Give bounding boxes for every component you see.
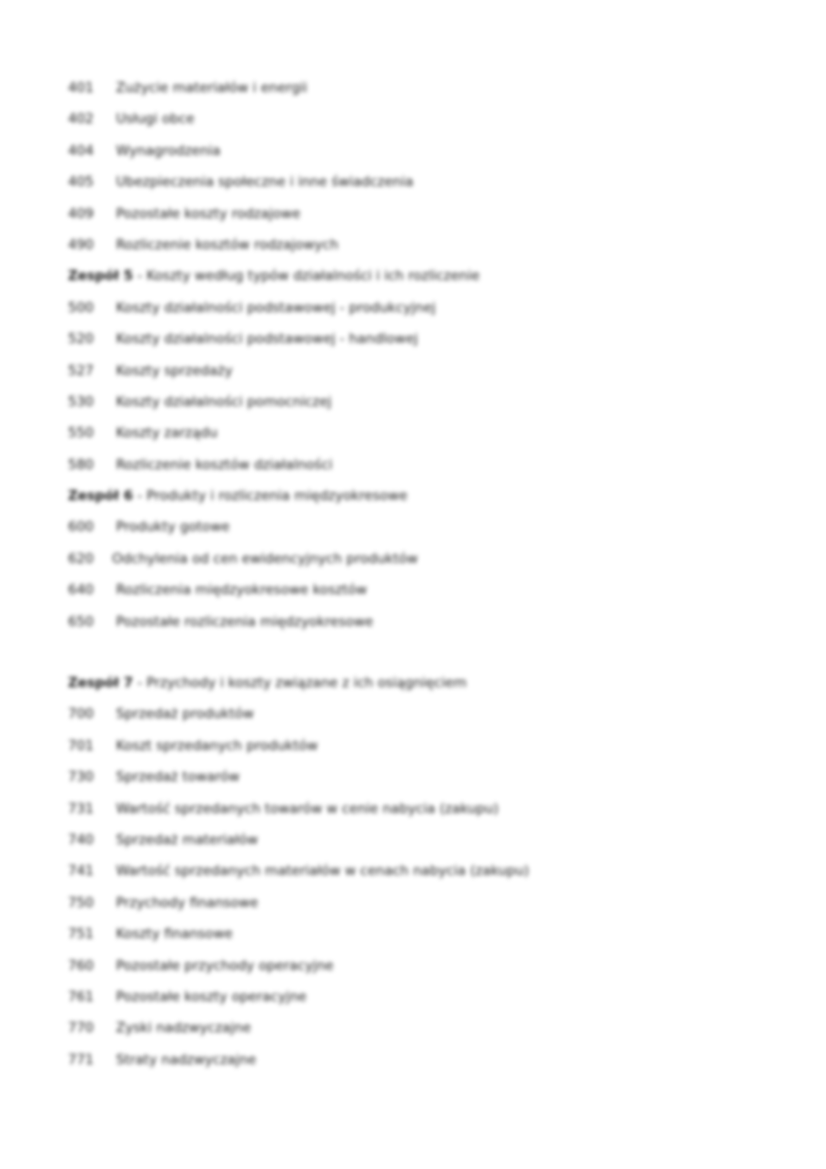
account-name: Koszty działalności podstawowej - handlowej — [116, 331, 418, 348]
account-code: 740 — [68, 831, 94, 848]
group-description: - Produkty i rozliczenia międzyokresowe — [133, 488, 408, 505]
account-code: 527 — [68, 362, 94, 379]
account-code: 490 — [68, 236, 94, 253]
account-line — [68, 550, 768, 581]
account-name: Straty nadzwyczajne — [116, 1051, 257, 1068]
account-code: 520 — [68, 331, 94, 348]
account-code: 741 — [68, 863, 94, 880]
group-title: Zespół 5 — [68, 268, 134, 285]
account-name: Usługi obce — [116, 111, 195, 128]
account-code: 402 — [68, 111, 94, 128]
account-line — [68, 988, 768, 1019]
account-line — [68, 110, 768, 141]
account-name: Koszt sprzedanych produktów — [116, 737, 318, 754]
account-code: 761 — [68, 988, 94, 1005]
account-code: 771 — [68, 1051, 94, 1068]
account-line — [68, 205, 768, 236]
account-name: Przychody finansowe — [116, 894, 259, 911]
account-line — [68, 173, 768, 204]
account-name: Zużycie materiałów i energii — [116, 80, 308, 96]
account-name: Koszty działalności pomocniczej — [116, 393, 332, 410]
account-name: Pozostałe koszty rodzajowe — [116, 205, 301, 222]
account-name: Sprzedaż towarów — [116, 769, 240, 786]
account-line — [68, 737, 768, 768]
account-name: Sprzedaż produktów — [116, 706, 254, 723]
account-name: Odchylenia od cen ewidencyjnych produktów — [112, 550, 418, 567]
group-heading — [68, 674, 768, 705]
account-line — [68, 518, 768, 549]
account-code: 600 — [68, 519, 94, 536]
account-line — [68, 957, 768, 988]
account-line — [68, 925, 768, 956]
account-line — [68, 581, 768, 612]
account-line — [68, 424, 768, 455]
account-name: Koszty zarządu — [116, 425, 218, 442]
account-name: Wynagrodzenia — [116, 142, 221, 159]
chart-of-accounts-list — [68, 79, 768, 1082]
account-name: Koszty działalności podstawowej - produkcyjnej — [116, 299, 436, 316]
group-title: Zespół 7 — [68, 675, 134, 692]
account-name: Rozliczenie kosztów rodzajowych — [116, 236, 339, 253]
account-line — [68, 1019, 768, 1050]
account-code: 580 — [68, 456, 94, 473]
account-line — [68, 456, 768, 487]
group-description: - Koszty według typów działalności i ich rozliczenie — [133, 268, 480, 285]
account-name: Koszty sprzedaży — [116, 362, 233, 379]
group-heading — [68, 267, 768, 298]
account-code: 751 — [68, 926, 94, 943]
account-line — [68, 299, 768, 330]
account-code: 731 — [68, 800, 94, 817]
account-code: 701 — [68, 737, 94, 754]
account-line — [68, 613, 768, 644]
account-name: Wartość sprzedanych materiałów w cenach nabycia (zakupu) — [116, 863, 530, 880]
group-title: Zespół 6 — [68, 488, 134, 505]
account-line — [68, 393, 768, 424]
account-name: Rozliczenia międzyokresowe kosztów — [116, 582, 368, 599]
account-line — [68, 894, 768, 925]
group-heading — [68, 487, 768, 518]
account-code: 640 — [68, 582, 94, 599]
account-code: 750 — [68, 894, 94, 911]
account-line — [68, 142, 768, 173]
account-name: Sprzedaż materiałów — [116, 831, 259, 848]
account-line — [68, 236, 768, 267]
account-name: Rozliczenie kosztów działalności — [116, 456, 333, 473]
account-line — [68, 768, 768, 799]
account-name: Produkty gotowe — [116, 519, 230, 536]
account-line — [68, 831, 768, 862]
account-name: Koszty finansowe — [116, 926, 233, 943]
account-code: 760 — [68, 957, 94, 974]
blank-line — [68, 644, 768, 674]
account-code: 530 — [68, 393, 94, 410]
account-line — [68, 862, 768, 893]
account-name: Pozostałe koszty operacyjne — [116, 988, 307, 1005]
account-code: 500 — [68, 299, 94, 316]
account-name: Pozostałe rozliczenia międzyokresowe — [116, 613, 374, 630]
account-code: 405 — [68, 174, 94, 191]
account-name: Ubezpieczenia społeczne i inne świadczenia — [116, 174, 414, 191]
account-name: Pozostałe przychody operacyjne — [116, 957, 334, 974]
account-line — [68, 79, 768, 110]
account-code: 550 — [68, 425, 94, 442]
account-code: 700 — [68, 706, 94, 723]
account-code: 650 — [68, 613, 94, 630]
account-code: 730 — [68, 769, 94, 786]
account-code: 409 — [68, 205, 94, 222]
account-code: 404 — [68, 142, 94, 159]
account-code: 401 — [68, 80, 94, 96]
account-line — [68, 330, 768, 361]
account-name: Zyski nadzwyczajne — [116, 1020, 252, 1037]
account-name: Wartość sprzedanych towarów w cenie nabycia (zakupu) — [116, 800, 499, 817]
group-description: - Przychody i koszty związane z ich osiągnięciem — [133, 675, 467, 692]
account-line — [68, 1051, 768, 1082]
account-line — [68, 705, 768, 736]
account-line — [68, 800, 768, 831]
account-code: 770 — [68, 1020, 94, 1037]
account-code: 620 — [68, 550, 94, 567]
account-line — [68, 362, 768, 393]
